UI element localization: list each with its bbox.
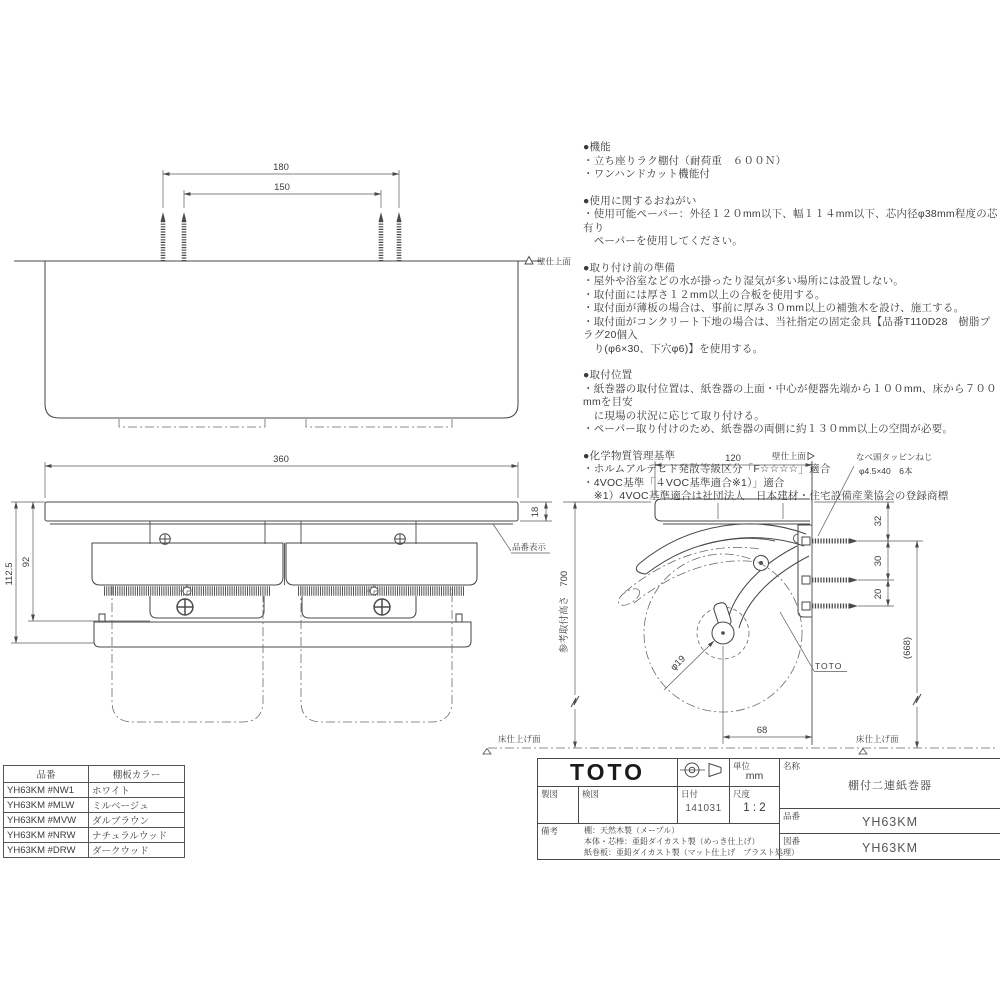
toto-logo: TOTO (569, 759, 646, 785)
note-line: ・取付面がコンクリート下地の場合は、当社指定の固定金具【品番T110D28 樹脂プラグ20個入 (583, 315, 991, 341)
color-name: ダルブラウン (89, 813, 185, 828)
datum-triangle-icon (859, 749, 867, 755)
mounting-screw-icon (802, 576, 858, 584)
part-number-label: 品番 (783, 811, 801, 821)
note-line: に現場の状況に応じて取り付ける。 (583, 409, 765, 422)
dim-screw-offset-3: 20 (873, 588, 884, 600)
remark-line: 紙巻板：亜鉛ダイカスト製（マット仕上げ ブラスト処理） (584, 848, 800, 857)
wall-screw-icon (379, 212, 384, 261)
remarks-label: 備考 (541, 826, 559, 836)
unit-cell (729, 759, 779, 786)
table-row (4, 843, 185, 858)
title-block (537, 758, 1000, 860)
checked-label: 検図 (582, 789, 600, 799)
projection-symbol-cell (677, 759, 729, 786)
note-line: ・ワンハンドカット機能付 (583, 168, 711, 180)
drawing-number-label: 図番 (783, 836, 801, 846)
color-variation-table (3, 765, 185, 858)
drafted-by-cell (538, 786, 578, 823)
note-line: ・取付面が薄板の場合は、事前に厚み３０mm以上の補強木を設け、施工する。 (583, 302, 965, 314)
remarks-label-cell (538, 823, 578, 859)
wall-screw-icon (397, 212, 402, 261)
dim-screw-pitch-outer: 180 (273, 162, 289, 173)
note-line: ・使用可能ペーパー：外径１２０mm以下、幅１１４mm以下、芯内径φ38mm程度の芯有り (583, 208, 998, 234)
scale-value: 1 : 2 (743, 802, 766, 814)
floor-surface-label: 床仕上げ面 (856, 734, 899, 744)
break-symbol-icon (912, 693, 922, 707)
wall-screw-icon (161, 212, 166, 261)
table-row (4, 813, 185, 828)
dim-holder-height: 92 (21, 556, 32, 568)
product-name: 棚付二連紙巻器 (848, 780, 932, 792)
table-row (4, 783, 185, 798)
note-line: ・ペーパー取り付けのため、紙巻器の両側に約１３０mm以上の空間が必要。 (583, 423, 954, 435)
color-name: ナチュラルウッド (89, 828, 185, 843)
note-line: ・屋外や浴室などの水が掛ったり湿気が多い場所には設置しない。 (583, 275, 904, 287)
date-cell (677, 786, 729, 823)
dim-total-height: 112.5 (4, 562, 15, 586)
dim-screw-offset-1: 32 (873, 515, 884, 527)
note-section-preparation (583, 262, 998, 357)
table-header-row (4, 766, 185, 783)
dim-mount-height: 参考取付高さ 700 (559, 570, 570, 654)
column-header-part: 品番 (4, 766, 89, 783)
note-section-chemical (583, 450, 998, 504)
name-cell (779, 759, 1000, 808)
part-number-display-label: 品番表示 (512, 542, 547, 552)
note-line: ・紙巻器の取付位置は、紙巻器の上面・中心が便器先端から１００mm、床から７００mmを目安 (583, 382, 997, 408)
wall-surface-label: 壁仕上面 (537, 256, 572, 267)
part-code: YH63KM #DRW (4, 843, 89, 858)
front-view (4, 454, 552, 722)
screw-head-icon (177, 599, 193, 615)
note-title: ●使用に関するおねがい (583, 194, 697, 207)
name-label: 名称 (783, 761, 801, 771)
note-line: ・立ち座りラク棚付（耐荷重 ６００Ｎ） (583, 154, 787, 167)
dim-roll-offset: 68 (756, 725, 768, 736)
brand-mark-label: TOTO (815, 661, 843, 671)
part-code: YH63KM #NW1 (4, 783, 89, 798)
unit-label: 単位 (733, 761, 751, 771)
drawing-number-value: YH63KM (861, 841, 919, 855)
note-line: ペーパーを使用してください。 (583, 235, 743, 247)
note-title: ●化学物質管理基準 (583, 449, 676, 462)
screw-note-line1: なべ頭タッピンねじ (856, 452, 933, 462)
screw-note-line2: φ4.5×40 6本 (859, 466, 913, 476)
table-row (4, 798, 185, 813)
third-angle-projection-icon (678, 759, 724, 781)
table-row (4, 828, 185, 843)
checked-by-cell (578, 786, 677, 823)
note-title: ●機能 (583, 141, 611, 153)
mounting-screw-icon (802, 602, 858, 610)
note-section-usage (583, 195, 998, 249)
wall-surface-label: 壁仕上面 (771, 451, 806, 461)
dim-screw-pitch-inner: 150 (274, 182, 290, 193)
dim-floor-to-screw: (668) (902, 636, 913, 660)
drawing-number-cell (779, 833, 1000, 859)
dim-shaft-diameter: φ19 (668, 653, 689, 674)
dim-shelf-width: 360 (273, 454, 289, 465)
remark-line: 棚：天然木製（メープル） (584, 826, 680, 835)
mounting-screw-icon (802, 537, 858, 545)
scale-cell (729, 786, 779, 823)
part-number-value: YH63KM (861, 815, 919, 829)
scale-label: 尺度 (733, 789, 751, 799)
break-symbol-icon (570, 695, 580, 709)
part-number-cell (779, 808, 1000, 833)
wall-screw-icon (182, 212, 187, 261)
part-code: YH63KM #MVW (4, 813, 89, 828)
screw-head-icon (374, 599, 390, 615)
note-line: り(φ6×30、下穴φ6)】を使用する。 (583, 342, 764, 355)
note-section-features (583, 141, 998, 182)
dim-shelf-depth: 120 (725, 453, 741, 464)
part-code: YH63KM #MLW (4, 798, 89, 813)
floor-surface-label: 床仕上げ面 (498, 734, 541, 744)
note-line: ・ホルムアルデヒド発散等級区分「F☆☆☆☆」適合 (583, 463, 831, 475)
column-header-color: 棚板カラー (89, 766, 185, 783)
part-code: YH63KM #NRW (4, 828, 89, 843)
unit-value: mm (745, 770, 764, 782)
top-view (14, 162, 572, 427)
note-line: ・4VOC基準「４VOC基準適合※1）」適合 (583, 476, 785, 489)
note-line: ※1）4VOC基準適合は社団法人 日本建材・住宅設備産業協会の登録商標 (583, 490, 949, 502)
note-title: ●取付位置 (583, 369, 633, 381)
datum-triangle-icon (525, 257, 533, 265)
note-line: ・取付面には厚さ１２mm以上の合板を使用する。 (583, 288, 826, 301)
notes-panel (583, 141, 998, 517)
dim-screw-offset-2: 30 (873, 555, 884, 567)
color-name: ダークウッド (89, 843, 185, 858)
note-title: ●取り付け前の準備 (583, 261, 676, 274)
remark-line: 本体・芯棒：亜鉛ダイカスト製（めっき仕上げ） (584, 837, 760, 846)
date-label: 日付 (681, 789, 699, 799)
note-section-position (583, 369, 998, 437)
color-name: ホワイト (89, 783, 185, 798)
drafted-label: 製図 (541, 789, 559, 799)
color-name: ミルベージュ (89, 798, 185, 813)
dim-shelf-thickness: 18 (530, 506, 541, 518)
datum-triangle-icon (483, 749, 491, 755)
date-value: 141031 (685, 803, 722, 814)
